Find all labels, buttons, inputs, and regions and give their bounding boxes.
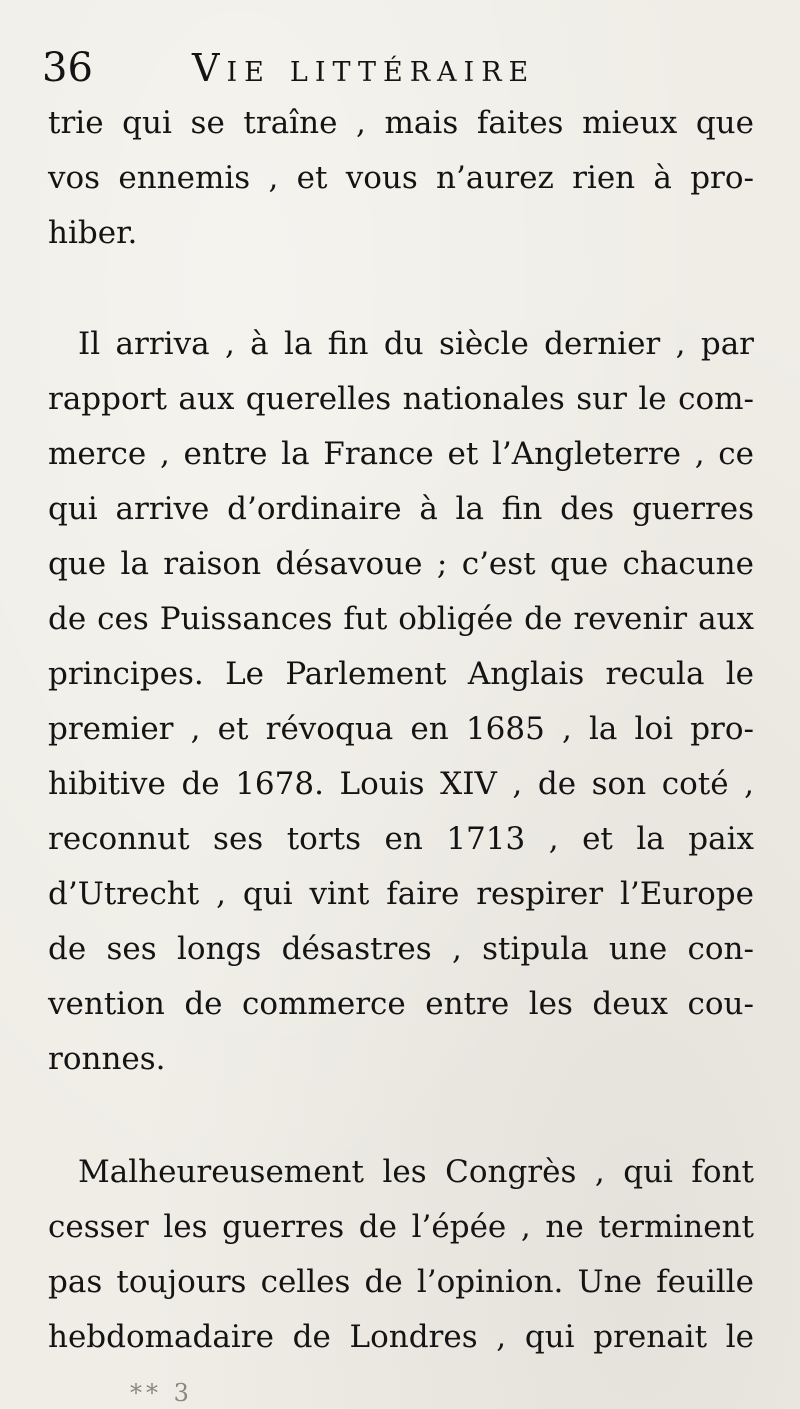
text-line: hibitive de 1678. Louis XIV , de son coté , <box>48 766 754 802</box>
text-line: cesser les guerres de l’épée , ne terminent <box>48 1209 754 1245</box>
text-line: de ses longs désastres , stipula une con- <box>48 931 754 967</box>
text-line: Malheureusement les Congrès , qui font <box>78 1154 754 1190</box>
text-line: de ces Puissances fut obligée de revenir aux <box>48 601 754 637</box>
paragraph-gap <box>48 261 754 317</box>
text-line: vention de commerce entre les deux cou- <box>48 986 754 1022</box>
paragraph-2 <box>48 317 754 1087</box>
text-line: hebdomadaire de Londres , qui prenait le <box>48 1319 754 1355</box>
text-line: premier , et révoqua en 1685 , la loi pro- <box>48 711 754 747</box>
text-line: hiber. <box>48 215 138 251</box>
text-line: rapport aux querelles nationales sur le com- <box>48 381 754 417</box>
text-line: Il arriva , à la fin du siècle dernier , par <box>78 326 754 362</box>
page-number: 36 <box>42 45 93 91</box>
running-title: Vie littéraire <box>192 46 536 90</box>
text-line: d’Utrecht , qui vint faire respirer l’Europe <box>48 876 754 912</box>
signature-mark: ** 3 <box>130 1379 193 1407</box>
text-line: qui arrive d’ordinaire à la fin des guerres <box>48 491 754 527</box>
text-line: reconnut ses torts en 1713 , et la paix <box>48 821 754 857</box>
paragraph-3 <box>48 1145 754 1365</box>
body-text <box>48 96 754 1365</box>
text-line: pas toujours celles de l’opinion. Une feuille <box>48 1264 754 1300</box>
paragraph-gap <box>48 1087 754 1145</box>
text-line: principes. Le Parlement Anglais recula le <box>48 656 754 692</box>
text-line: merce , entre la France et l’Angleterre , ce <box>48 436 754 472</box>
text-line: trie qui se traîne , mais faites mieux que <box>48 105 754 141</box>
running-head <box>42 38 762 98</box>
text-line: vos ennemis , et vous n’aurez rien à pro- <box>48 160 754 196</box>
paragraph-1 <box>48 96 754 261</box>
text-line: ronnes. <box>48 1041 166 1077</box>
text-line: que la raison désavoue ; c’est que chacune <box>48 546 754 582</box>
